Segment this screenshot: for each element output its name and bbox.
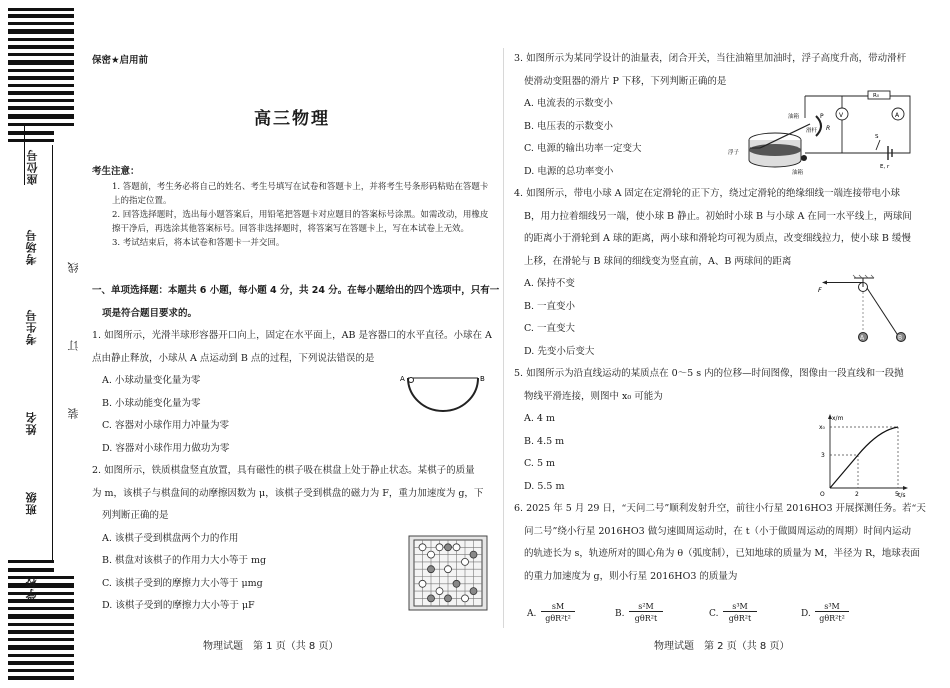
- q1-stem: 1. 如图所示，光滑半球形容器开口向上，固定在水平面上，AB 是容器口的水平直径。小球在 A: [92, 330, 492, 341]
- label-a: A: [400, 375, 405, 383]
- note-item: 2. 回答选择题时，选出每小题答案后，用铅笔把答题卡对应题目的答案标号涂黑。如需改动，用橡皮擦干净后，再选涂其他答案标号。回答非选择题时，将答案写在答题卡上，写在本试卷上无效。: [112, 210, 489, 234]
- q4-stem: 的距离小于滑轮到 A 球的距离，两小球和滑轮均可视为质点，改变细线拉力，使小球 B 缓慢: [524, 233, 911, 244]
- label-s: S: [875, 134, 879, 140]
- seat-number-label: 座位号: [24, 125, 39, 185]
- label-r: R: [826, 125, 831, 132]
- q2-stem: 列判断正确的是: [102, 510, 169, 521]
- q4-stem: 4. 如图所示，带电小球 A 固定在定滑轮的正下方，绕过定滑轮的绝缘细线一端连接带电小球: [514, 188, 900, 199]
- origin-label: O: [820, 491, 825, 498]
- q6-stem: 的重力加速度为 g，则小行星 2016HO3 的质量为: [524, 570, 738, 582]
- q5-option: C. 5 m: [524, 458, 556, 469]
- q1-option: B. 小球动能变化量为零: [102, 397, 201, 409]
- hemisphere-bowl-figure: [398, 370, 488, 416]
- q5-option: A. 4 m: [524, 413, 555, 424]
- q4-stem: B，用力拉着细线另一端，使小球 B 静止。初始时小球 B 与小球 A 在同一水平线上，两球间: [524, 210, 912, 222]
- q5-option: B. 4.5 m: [524, 435, 565, 447]
- q5-option: D. 5.5 m: [524, 480, 565, 492]
- chessboard-figure: [408, 535, 488, 611]
- q2-option: C. 该棋子受到的摩擦力大小等于 μmg: [102, 577, 263, 589]
- section-heading: 一、单项选择题：本题共 6 小题，每小题 4 分，共 24 分。在每小题给出的四个选项中，只有一: [92, 285, 500, 296]
- x-axis-label: t/s: [898, 492, 906, 499]
- y-axis-label: x/m: [832, 415, 844, 422]
- q2-stem: 2. 如图所示，铁质棋盘竖直放置，具有磁性的棋子吸在棋盘上处于静止状态。某棋子的质量: [92, 465, 475, 476]
- q2-stem: 为 m，该棋子与棋盘间的动摩擦因数为 μ，该棋子受到棋盘的磁力为 F，重力加速度为 g，下: [92, 487, 484, 499]
- label-tap: 油箱: [792, 170, 804, 176]
- label-pivot: 油箱: [788, 114, 800, 120]
- label-b: B: [480, 375, 485, 383]
- q1-stem: 点由静止释放，小球从 A 点运动到 B 点的过程，下列说法错误的是: [92, 352, 375, 364]
- t5-tick: 5: [895, 491, 899, 498]
- label-e: E, r: [880, 164, 890, 170]
- q3-stem: 使滑动变阻器的滑片 P 下移，下列判断正确的是: [524, 75, 727, 87]
- y3-tick: 3: [821, 452, 825, 459]
- page1-footer: 物理试题 第 1 页（共 8 页）: [203, 641, 339, 652]
- q1-option: A. 小球动量变化量为零: [102, 375, 201, 386]
- label-r0: R₀: [873, 93, 880, 99]
- label-float: 浮子: [728, 150, 740, 156]
- class-label: 班级: [25, 491, 38, 515]
- section-heading: 项是符合题目要求的。: [102, 307, 198, 319]
- page2-footer: 物理试题 第 2 页（共 8 页）: [654, 641, 790, 652]
- school-label: 学校: [25, 576, 38, 600]
- q3-option: C. 电源的输出功率一定变大: [524, 143, 642, 154]
- page-divider: [503, 48, 504, 628]
- q3-stem: 3. 如图所示为某同学设计的油量表，闭合开关，当往油箱里加油时，浮子高度升高，带动滑杆: [514, 53, 907, 64]
- label-p: P: [820, 113, 824, 120]
- label-a: A: [895, 112, 900, 119]
- pulley-balls-figure: [818, 276, 913, 348]
- binding-sidebar: [0, 0, 80, 688]
- seal-staple-char: 订: [67, 340, 80, 351]
- q4-option: C. 一直变大: [524, 323, 575, 334]
- exam-notes: [92, 163, 492, 250]
- q6-stem: 问二号”绕小行星 2016HO3 做匀速圆周运动时，在 t（小于做圆周运动的周期）时间内运动: [524, 525, 912, 537]
- q5-stem: 物线平滑连接，则图中 x₀ 可能为: [524, 390, 663, 402]
- label-b: B: [898, 334, 903, 342]
- q3-option: A. 电流表的示数变小: [524, 98, 613, 109]
- q2-option: A. 该棋子受到棋盘两个力的作用: [102, 532, 239, 544]
- exam-room-label: 考场号: [25, 229, 38, 265]
- seal-bind-char: 装: [67, 408, 80, 419]
- q4-option: D. 先变小后变大: [524, 345, 595, 357]
- confidential-mark: 保密★启用前: [92, 55, 149, 66]
- q4-option: B. 一直变小: [524, 300, 576, 312]
- label-a: A: [860, 334, 865, 342]
- label-v: V: [839, 112, 844, 119]
- q1-option: C. 容器对小球作用力冲量为零: [102, 420, 229, 431]
- notes-heading: 考生注意：: [92, 166, 140, 177]
- q1-option: D. 容器对小球作用力做功为零: [102, 442, 230, 454]
- note-item: 1. 答题前，考生务必将自己的姓名、考生号填写在试卷和答题卡上，并将考生号条形码粘贴在答题卡上的指定位置。: [112, 182, 489, 206]
- name-label: 姓名: [25, 411, 38, 435]
- q2-option: D. 该棋子受到的摩擦力大小等于 μF: [102, 600, 255, 611]
- label-rod: 滑杆: [806, 128, 818, 134]
- student-number-label: 考生号: [25, 309, 38, 345]
- q3-option: B. 电压表的示数变小: [524, 120, 614, 132]
- xt-curve: [830, 427, 898, 488]
- oil-gauge-circuit-figure: [730, 88, 915, 176]
- x0-tick: x₀: [819, 424, 825, 431]
- label-f: F: [818, 286, 822, 294]
- xt-chart: [818, 412, 910, 498]
- q6-stem: 的轨迹长为 s，轨迹所对的圆心角为 θ（弧度制），已知地球的质量为 M，半径为 R，地球表面: [524, 548, 920, 559]
- q2-option: B. 棋盘对该棋子的作用力大小等于 mg: [102, 555, 267, 566]
- page-title: 高三物理: [254, 109, 330, 129]
- note-item: 3. 考试结束后，将本试卷和答题卡一并交回。: [112, 238, 285, 248]
- q4-option: A. 保持不变: [524, 278, 575, 289]
- seal-line-char: 线: [67, 262, 80, 273]
- q6-stem: 6. 2025 年 5 月 29 日，“天问二号”顺利发射升空，前往小行星 2016HO3 开展探测任务。若“天: [514, 503, 926, 514]
- q5-stem: 5. 如图所示为沿直线运动的某质点在 0～5 s 内的位移—时间图像，图像由一段直线和一段抛: [514, 368, 904, 379]
- q6-options: A. sM gθR²t² B. s²M gθR²t C. s³M gθR²t D. s³M gθR²t²: [527, 602, 907, 632]
- t2-tick: 2: [855, 491, 859, 498]
- q3-option: D. 电源的总功率变小: [524, 165, 614, 177]
- q4-stem: 上移，在滑轮与 B 球间的细线变为竖直前，A、B 两球间的距离: [524, 255, 792, 267]
